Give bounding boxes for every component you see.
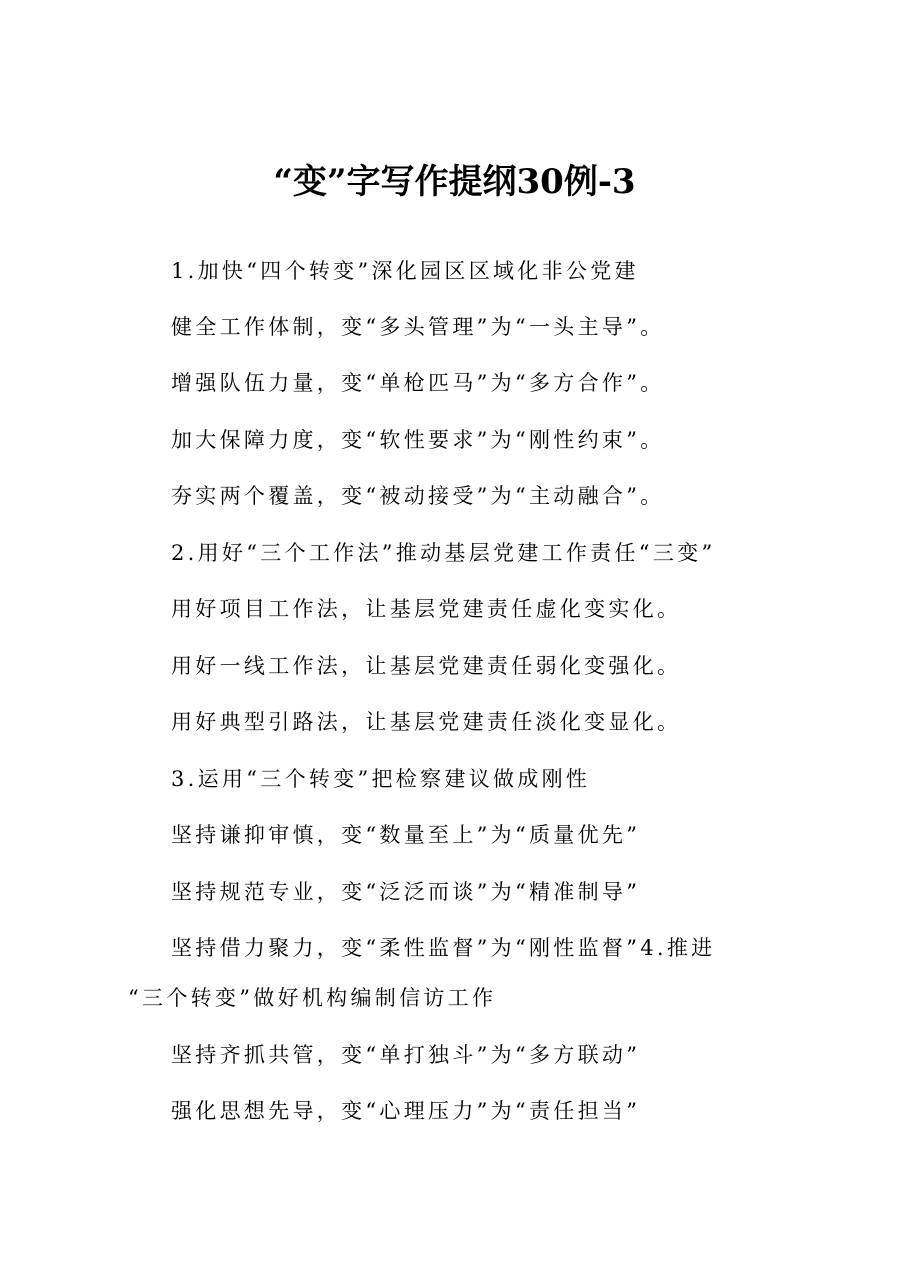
body-line: 强化思想先导，变“心理压力”为“责任担当” [171, 1099, 641, 1123]
body-line: 用好项目工作法，让基层党建责任虚化变实化。 [171, 597, 682, 621]
body-line: 增强队伍力量，变“单枪匹马”为“多方合作”。 [171, 371, 665, 395]
section-heading-2: 2.用好“三个工作法”推动基层党建工作责任“三变” [171, 541, 716, 565]
body-line: 坚持齐抓共管，变“单打独斗”为“多方联动” [171, 1043, 641, 1067]
body-line: 坚持规范专业，变“泛泛而谈”为“精准制导” [171, 880, 641, 904]
body-line: 用好典型引路法，让基层党建责任淡化变显化。 [171, 710, 682, 734]
document-title: “变”字写作提纲30例-3 [273, 162, 636, 202]
body-line-with-heading-4: 坚持借力聚力，变“柔性监督”为“刚性监督”4.推进 [171, 936, 716, 960]
body-line: 用好一线工作法，让基层党建责任弱化变强化。 [171, 654, 682, 678]
body-line: 健全工作体制，变“多头管理”为“一头主导”。 [171, 315, 665, 339]
body-line: 夯实两个覆盖，变“被动接受”为“主动融合”。 [171, 484, 665, 508]
body-line: 加大保障力度，变“软性要求”为“刚性约束”。 [171, 428, 665, 452]
section-heading-4-continued: “三个转变”做好机构编制信访工作 [128, 986, 497, 1010]
section-heading-1: 1.加快“四个转变”深化园区区域化非公党建 [171, 259, 639, 283]
section-heading-3: 3.运用“三个转变”把检察建议做成刚性 [171, 767, 591, 791]
body-line: 坚持谦抑审慎，变“数量至上”为“质量优先” [171, 823, 641, 847]
